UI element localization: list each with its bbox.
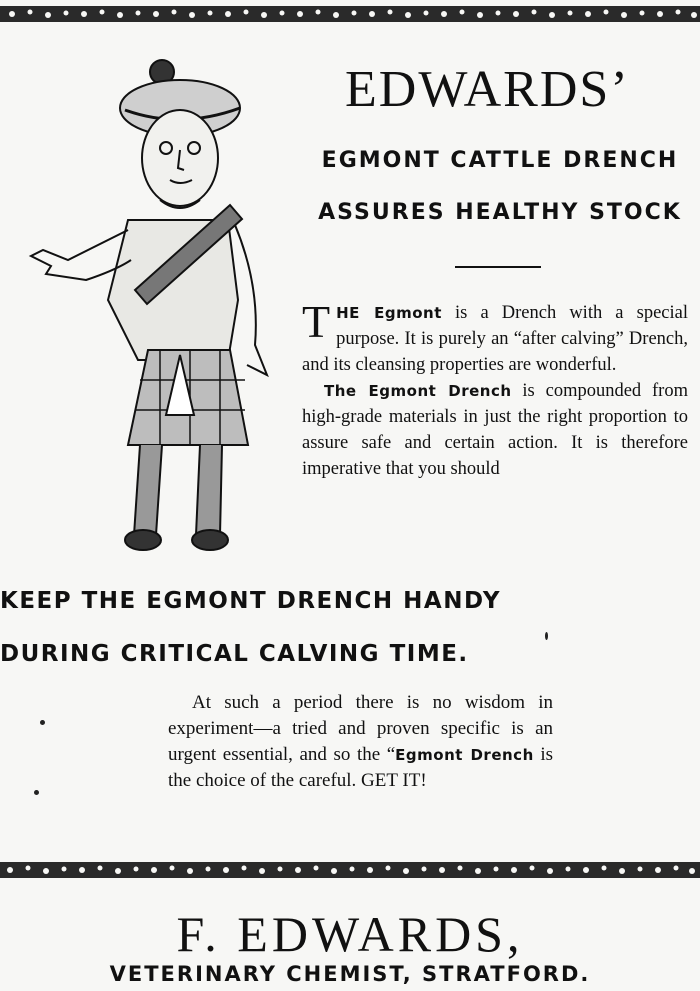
ink-speck: [545, 632, 548, 640]
top-ornamental-border: [0, 0, 700, 28]
ink-speck: [40, 720, 45, 725]
closing-text-2: is the choice of the careful. GET IT!: [168, 744, 553, 791]
intro-bold-2: The Egmont Drench: [324, 382, 512, 400]
call-to-action-line-2: DURING CRITICAL CALVING TIME.: [0, 641, 469, 667]
advertiser-address: VETERINARY CHEMIST, STRATFORD.: [109, 962, 591, 986]
call-to-action-line-1: KEEP THE EGMONT DRENCH HANDY: [0, 588, 502, 614]
highlander-illustration: [10, 50, 290, 560]
tagline-subheading: ASSURES HEALTHY STOCK: [318, 200, 682, 225]
drop-cap: T: [302, 296, 331, 347]
section-rule: [455, 266, 541, 268]
brand-headline: EDWARDS’: [345, 61, 630, 118]
ink-speck: [34, 790, 39, 795]
intro-text-2: is compounded from high-grade materials in just the right proportion to assure safe and certain action. It is therefore imperative that you should: [302, 381, 688, 479]
closing-paragraph: [168, 690, 553, 794]
intro-text-1: is a Drench with a special purpose. It is purely an “after calving” Drench, and its cleansing properties are wonderful.: [302, 303, 688, 375]
advertiser-name: F. EDWARDS,: [176, 906, 524, 962]
closing-bold: Egmont Drench: [395, 746, 534, 764]
closing-text-1: At such a period there is no wisdom in experiment—a tried and proven specific is an urgent essential, and so the “: [168, 692, 553, 765]
intro-paragraph: [302, 296, 688, 482]
bottom-ornamental-border: [0, 855, 700, 885]
product-subheading: EGMONT CATTLE DRENCH: [321, 148, 679, 173]
intro-lead-bold: HE Egmont: [336, 304, 442, 322]
